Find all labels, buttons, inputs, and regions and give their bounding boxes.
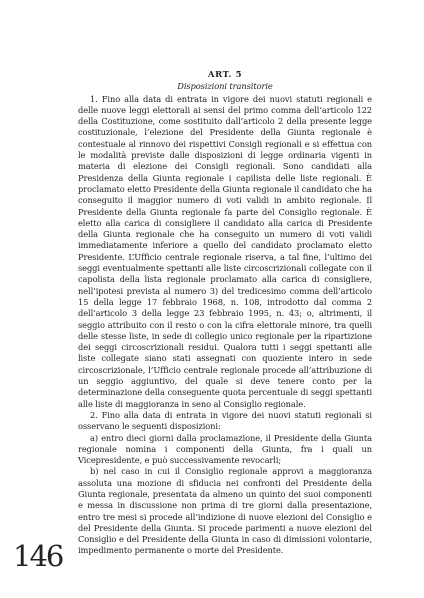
paragraph-2b: b) nel caso in cui il Consiglio regionale approvi a maggioranza assoluta una mozione di sfiducia nei confronti del Presidente della Giunta regionale, presentata da almeno un quinto dei suoi componenti e messa in discussione non prima di tre giorni dalla presentazione, entro tre mesi si procede all’indizione di nuove elezioni del Consiglio e del Presidente della Giunta. Si procede parimenti a nuove elezioni del Consiglio e del Presidente della Giunta in caso di dimissioni volontarie, impedimento permanente o morte del Presidente.: [78, 466, 372, 556]
article-body: [78, 70, 372, 557]
paragraph-1: 1. Fino alla data di entrata in vigore dei nuovi statuti regionali e delle nuove leggi elettorali ai sensi del primo comma dell’articolo 122 della Costituzione, come sostituito dall’articolo 2 della presente legge costituzionale, l’elezione del Presidente della Giunta regionale è contestuale al rinnovo dei rispettivi Consigli regionali e si effettua con le modalità previste dalle disposizioni di legge ordinaria vigenti in materia di elezione dei Consigli regionali. Sono candidati alla Presidenza della Giunta regionale i capilista delle liste regionali. È proclamato eletto Presidente della Giunta regionale il candidato che ha conseguito il maggior numero di voti validi in ambito regionale. Il Presidente della Giunta regionale fa parte del Consiglio regionale. È eletto alla carica di consigliere il candidato alla carica di Presidente della Giunta regionale che ha conseguito un numero di voti validi immediatamente inferiore a quello del candidato proclamato eletto Presidente. L’Ufficio centrale regionale riserva, a tal fine, l’ultimo dei seggi eventualmente spettanti alle liste circoscrizionali collegate con il capolista della lista regionale proclamato alla carica di consigliere, nell’ipotesi prevista al numero 3) del tredicesimo comma dell’articolo 15 della legge 17 febbraio 1968, n. 108, introdotto dal comma 2 dell’articolo 3 della legge 23 febbraio 1995, n. 43; o, altrimenti, il seggio attribuito con il resto o con la cifra elettorale minore, tra quelli delle stesse liste, in sede di collegio unico regionale per la ripartizione dei seggi circoscrizionali residui. Qualora tutti i seggi spettanti alle liste collegate siano stati assegnati con quoziente intero in sede circoscrizionale, l’Ufficio centrale regionale procede all’attribuzione di un seggio aggiuntivo, del quale si deve tenere conto per la determinazione della conseguente quota percentuale di seggi spettanti alle liste di maggioranza in seno al Consiglio regionale.: [78, 93, 373, 409]
paragraph-2: 2. Fino alla data di entrata in vigore dei nuovi statuti regionali si osservano le seguenti disposizioni:: [78, 409, 372, 432]
paragraph-2a: a) entro dieci giorni dalla proclamazione, il Presidente della Giunta regionale nomina i componenti della Giunta, fra i quali un Vicepresidente, e può successivamente revocarli;: [78, 432, 372, 466]
article-number: ART. 5: [207, 70, 243, 80]
article-subtitle: Disposizioni transitorie: [177, 81, 273, 92]
page-number: 146: [13, 539, 63, 573]
